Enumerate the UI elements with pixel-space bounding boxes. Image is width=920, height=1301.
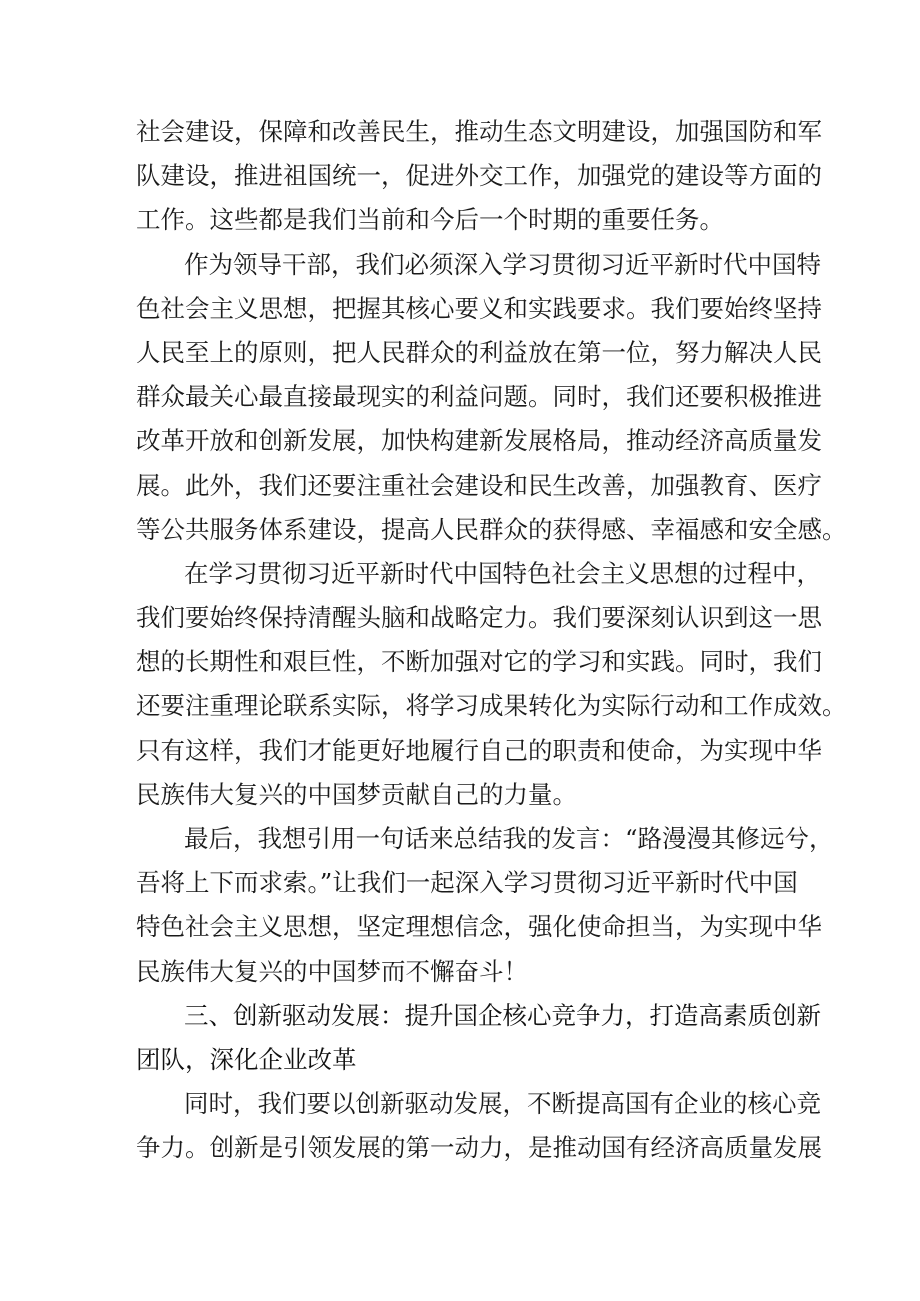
paragraph-line: 社会建设，保障和改善民生，推动生态文明建设，加强国防和军 (136, 117, 822, 146)
paragraph-line: 吾将上下而求索。”让我们一起深入学习贯彻习近平新时代中国 (136, 868, 798, 898)
paragraph-line: 改革开放和创新发展，加快构建新发展格局，推动经济高质量发 (136, 426, 822, 456)
paragraph-line: 特色社会主义思想，坚定理想信念，强化使命担当，为实现中华 (136, 912, 822, 942)
paragraph-line: 同时，我们要以创新驱动发展，不断提高国有企业的核心竞 (184, 1089, 821, 1119)
paragraph-line: 群众最关心最直接最现实的利益问题。同时，我们还要积极推进 (136, 382, 822, 412)
paragraph-line: 争力。创新是引领发展的第一动力，是推动国有经济高质量发展 (136, 1133, 822, 1163)
document-body (136, 110, 847, 1171)
paragraph-line: 在学习贯彻习近平新时代中国特色社会主义思想的过程中， (184, 558, 821, 588)
paragraph-line: 最后，我想引用一句话来总结我的发言：“路漫漫其修远兮， (184, 824, 834, 853)
paragraph-line: 我们要始终保持清醒头脑和战略定力。我们要深刻认识到这一思 (136, 603, 822, 633)
section-heading: 三、创新驱动发展：提升国企核心竞争力，打造高素质创新 (184, 1000, 821, 1030)
paragraph-line: 民族伟大复兴的中国梦贡献自己的力量。 (136, 779, 577, 809)
paragraph-line: 只有这样，我们才能更好地履行自己的职责和使命，为实现中华 (136, 735, 822, 765)
paragraph-line: 工作。这些都是我们当前和今后一个时期的重要任务。 (136, 205, 724, 235)
paragraph-line: 等公共服务体系建设，提高人民群众的获得感、幸福感和安全感。 (136, 514, 847, 544)
paragraph-line: 展。此外，我们还要注重社会建设和民生改善，加强教育、医疗 (136, 470, 822, 500)
paragraph-line: 作为领导干部，我们必须深入学习贯彻习近平新时代中国特 (184, 249, 821, 279)
paragraph-line: 队建设，推进祖国统一，促进外交工作，加强党的建设等方面的 (136, 161, 822, 191)
paragraph-line: 还要注重理论联系实际，将学习成果转化为实际行动和工作成效。 (136, 691, 847, 721)
paragraph-line: 人民至上的原则，把人民群众的利益放在第一位，努力解决人民 (136, 337, 822, 367)
section-heading: 团队，深化企业改革 (136, 1044, 357, 1074)
paragraph-line: 想的长期性和艰巨性，不断加强对它的学习和实践。同时，我们 (136, 647, 822, 677)
paragraph-line: 民族伟大复兴的中国梦而不懈奋斗！ (136, 956, 528, 986)
paragraph-line: 色社会主义思想，把握其核心要义和实践要求。我们要始终坚持 (136, 293, 822, 323)
